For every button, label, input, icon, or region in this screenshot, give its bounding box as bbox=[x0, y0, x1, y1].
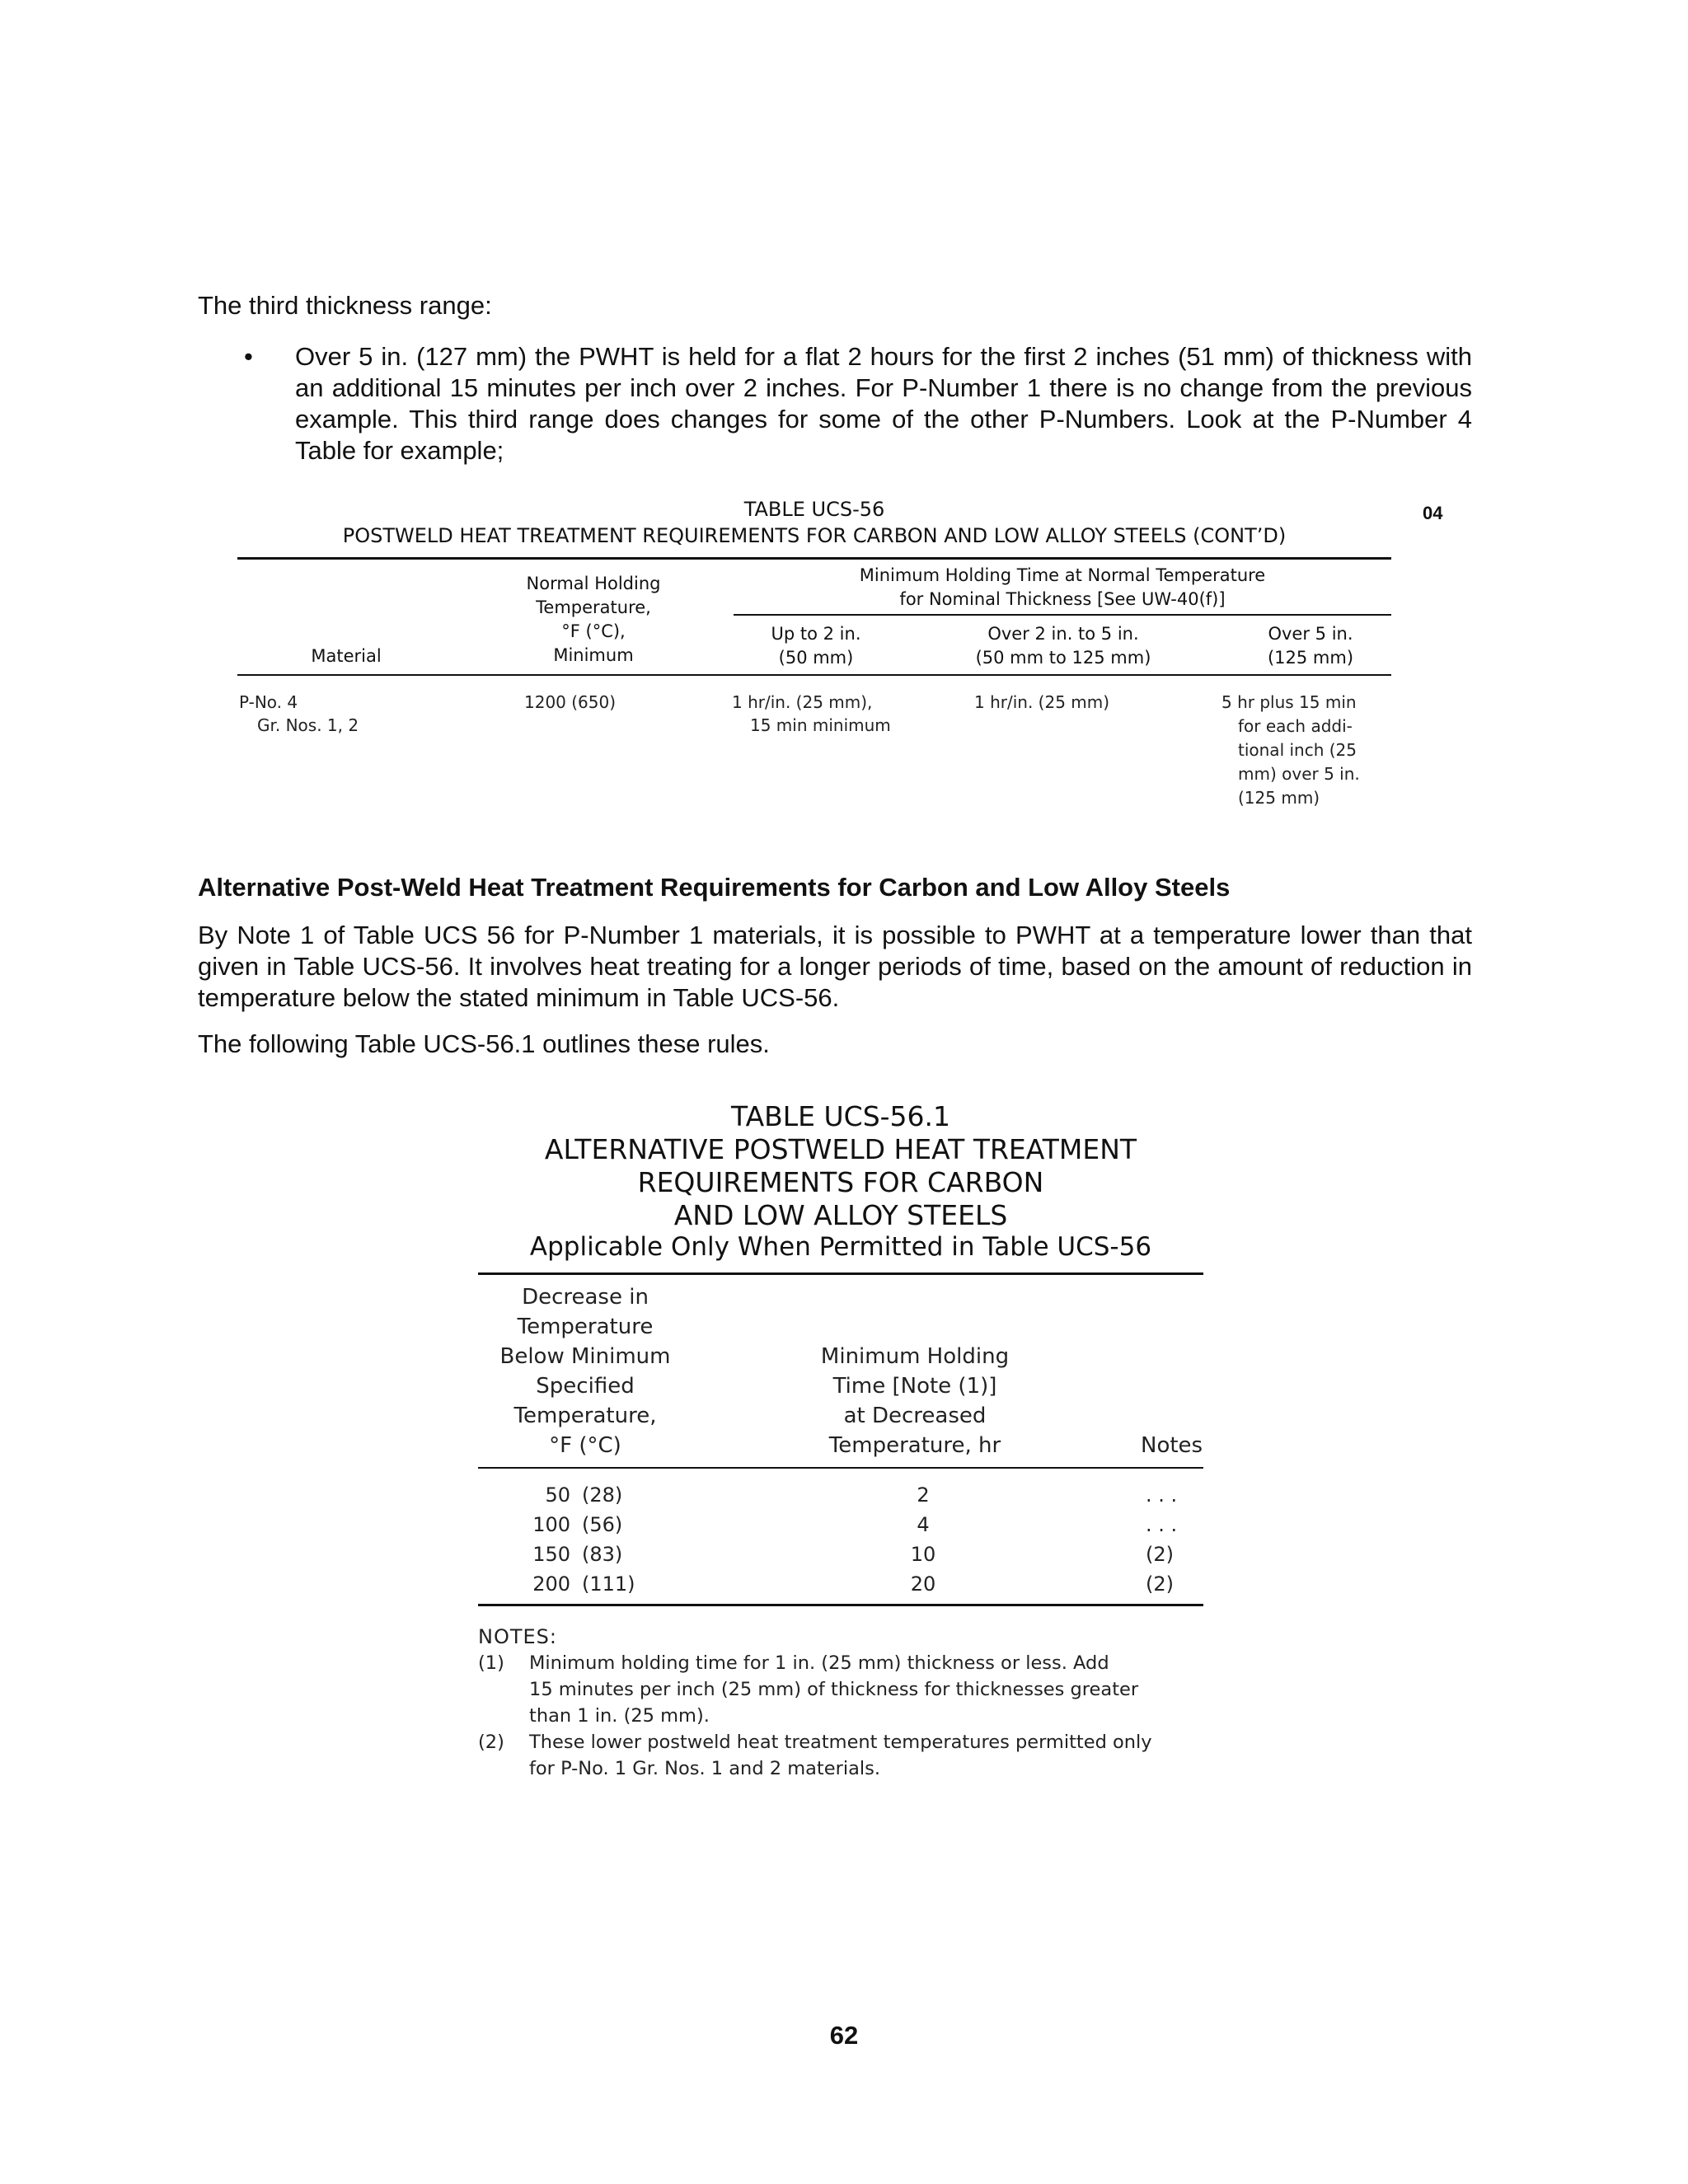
table2-title bbox=[478, 1100, 1203, 1232]
table2-title-line: AND LOW ALLOY STEELS bbox=[673, 1199, 1008, 1231]
row-col1-line: 15 min minimum bbox=[750, 715, 891, 735]
intro-text: The third thickness range: bbox=[198, 291, 492, 320]
cell-holding-time: 20 bbox=[910, 1572, 936, 1596]
paragraph-note1: By Note 1 of Table UCS 56 for P-Number 1 materials, it is possible to PWHT at a temperature lower than that given in Table UCS-56. It involves heat treating for a longer periods of time, based on the amount of reduction in temperature below the stated minimum in Table UCS-56. bbox=[198, 921, 1472, 1012]
note-2-text bbox=[529, 1729, 1205, 1782]
cell-decrease-f: 150 bbox=[532, 1543, 570, 1566]
header-material: Material bbox=[311, 646, 382, 666]
row-col1-line: 1 hr/in. (25 mm), bbox=[732, 692, 873, 712]
header-a-line: Below Minimum bbox=[499, 1344, 671, 1369]
cell-decrease-f: 50 bbox=[545, 1483, 570, 1507]
header-temp-line: Minimum bbox=[553, 645, 634, 665]
row-material bbox=[239, 691, 359, 737]
table2-applicable: Applicable Only When Permitted in Table UCS-56 bbox=[529, 1232, 1152, 1262]
cell-holding-time: 2 bbox=[917, 1483, 930, 1507]
cell-notes: . . . bbox=[1146, 1483, 1178, 1507]
header-a-line: Temperature bbox=[517, 1315, 654, 1339]
header-col2-line: Over 2 in. to 5 in. bbox=[987, 624, 1139, 644]
header-2-to-5in bbox=[940, 622, 1187, 670]
cell-decrease-f: 200 bbox=[532, 1572, 570, 1596]
note-line: for P-No. 1 Gr. Nos. 1 and 2 materials. bbox=[529, 1758, 881, 1779]
table1-subtitle: POSTWELD HEAT TREATMENT REQUIREMENTS FOR CARBON AND LOW ALLOY STEELS (CONT’D) bbox=[342, 524, 1287, 547]
cell-notes: . . . bbox=[1146, 1513, 1178, 1536]
header-a-line: Decrease in bbox=[522, 1285, 649, 1310]
table2-title-line: REQUIREMENTS FOR CARBON bbox=[637, 1166, 1044, 1198]
table2-top-rule bbox=[478, 1272, 1203, 1275]
row-over-5in bbox=[1221, 691, 1360, 810]
header-b-line: Minimum Holding bbox=[820, 1344, 1010, 1369]
row-col3-line: for each addi- bbox=[1238, 716, 1353, 736]
header-col3-line: (125 mm) bbox=[1267, 648, 1354, 668]
cell-decrease-c: (56) bbox=[582, 1513, 623, 1536]
row-col3-line: tional inch (25 bbox=[1238, 740, 1357, 760]
row-col3-line: 5 hr plus 15 min bbox=[1221, 692, 1357, 712]
cell-decrease-c: (83) bbox=[582, 1543, 623, 1566]
row-temperature: 1200 (650) bbox=[524, 692, 617, 712]
cell-holding-time: 4 bbox=[917, 1513, 930, 1536]
edition-marker: 04 bbox=[1423, 503, 1443, 523]
header-a-line: °F (°C) bbox=[549, 1433, 621, 1458]
header-group-rule bbox=[734, 614, 1391, 616]
cell-decrease-c: (28) bbox=[582, 1483, 623, 1507]
header-col1-line: (50 mm) bbox=[778, 648, 854, 668]
notes-title: NOTES: bbox=[478, 1625, 557, 1648]
note-line: than 1 in. (25 mm). bbox=[529, 1705, 710, 1727]
header-over-5in bbox=[1236, 622, 1385, 670]
row-material-line: Gr. Nos. 1, 2 bbox=[257, 715, 359, 735]
header-b-line: Temperature, hr bbox=[828, 1433, 1001, 1458]
header-temp-line: Temperature, bbox=[536, 598, 651, 617]
header-temp-line: °F (°C), bbox=[561, 621, 626, 641]
header-group-line: for Nominal Thickness [See UW-40(f)] bbox=[899, 589, 1226, 609]
table2-bottom-rule bbox=[478, 1604, 1203, 1606]
header-a-line: Temperature, bbox=[513, 1404, 657, 1428]
header-notes: Notes bbox=[1141, 1433, 1203, 1458]
header-group-line: Minimum Holding Time at Normal Temperature bbox=[859, 565, 1266, 585]
note-line: Minimum holding time for 1 in. (25 mm) thickness or less. Add bbox=[529, 1652, 1109, 1674]
bullet-symbol: • bbox=[244, 342, 253, 371]
note-2-number: (2) bbox=[478, 1732, 504, 1753]
header-holding-time-group bbox=[734, 564, 1391, 612]
header-col3-line: Over 5 in. bbox=[1268, 624, 1353, 644]
page-number: 62 bbox=[829, 2021, 859, 2050]
header-col2-line: (50 mm to 125 mm) bbox=[975, 648, 1151, 668]
cell-decrease-c: (111) bbox=[582, 1572, 635, 1596]
row-col3-line: (125 mm) bbox=[1238, 788, 1320, 808]
header-temp-line: Normal Holding bbox=[526, 574, 661, 593]
note-line: 15 minutes per inch (25 mm) of thickness for thicknesses greater bbox=[529, 1679, 1139, 1700]
header-up-to-2in bbox=[725, 622, 907, 670]
note-1-text bbox=[529, 1650, 1205, 1729]
cell-decrease-f: 100 bbox=[532, 1513, 570, 1536]
header-holding-time bbox=[791, 1342, 1039, 1460]
table2-header-rule bbox=[478, 1467, 1203, 1469]
section-heading: Alternative Post-Weld Heat Treatment Requirements for Carbon and Low Alloy Steels bbox=[198, 873, 1231, 902]
table2-title-line: ALTERNATIVE POSTWELD HEAT TREATMENT bbox=[544, 1133, 1137, 1165]
note-1-number: (1) bbox=[478, 1652, 504, 1674]
paragraph-table-intro: The following Table UCS-56.1 outlines these rules. bbox=[198, 1029, 770, 1058]
cell-holding-time: 10 bbox=[910, 1543, 936, 1566]
table1-top-rule bbox=[237, 557, 1391, 560]
cell-notes: (2) bbox=[1146, 1572, 1174, 1596]
table2-title-line: TABLE UCS-56.1 bbox=[730, 1100, 951, 1132]
row-2-to-5in: 1 hr/in. (25 mm) bbox=[974, 692, 1110, 712]
table1-title: TABLE UCS-56 bbox=[743, 498, 885, 521]
row-col3-line: mm) over 5 in. bbox=[1238, 764, 1360, 784]
header-b-line: at Decreased bbox=[843, 1404, 987, 1428]
row-up-to-2in bbox=[732, 691, 891, 737]
note-line: These lower postweld heat treatment temperatures permitted only bbox=[529, 1732, 1152, 1753]
header-temperature bbox=[495, 572, 692, 668]
header-b-line: Time [Note (1)] bbox=[832, 1374, 997, 1399]
header-a-line: Specified bbox=[536, 1374, 635, 1399]
row-material-line: P-No. 4 bbox=[239, 692, 298, 712]
table1-header-rule bbox=[237, 674, 1391, 676]
header-decrease-temp bbox=[478, 1282, 692, 1460]
header-col1-line: Up to 2 in. bbox=[771, 624, 861, 644]
bullet-text: Over 5 in. (127 mm) the PWHT is held for a flat 2 hours for the first 2 inches (51 mm) of thickness with an additional 15 minutes per inch over 2 inches. For P-Number 1 there is no change from the previous example. This third range does changes for some of the other P-Numbers. Look at the P-Number 4 Table for example; bbox=[295, 342, 1472, 465]
cell-notes: (2) bbox=[1146, 1543, 1174, 1566]
